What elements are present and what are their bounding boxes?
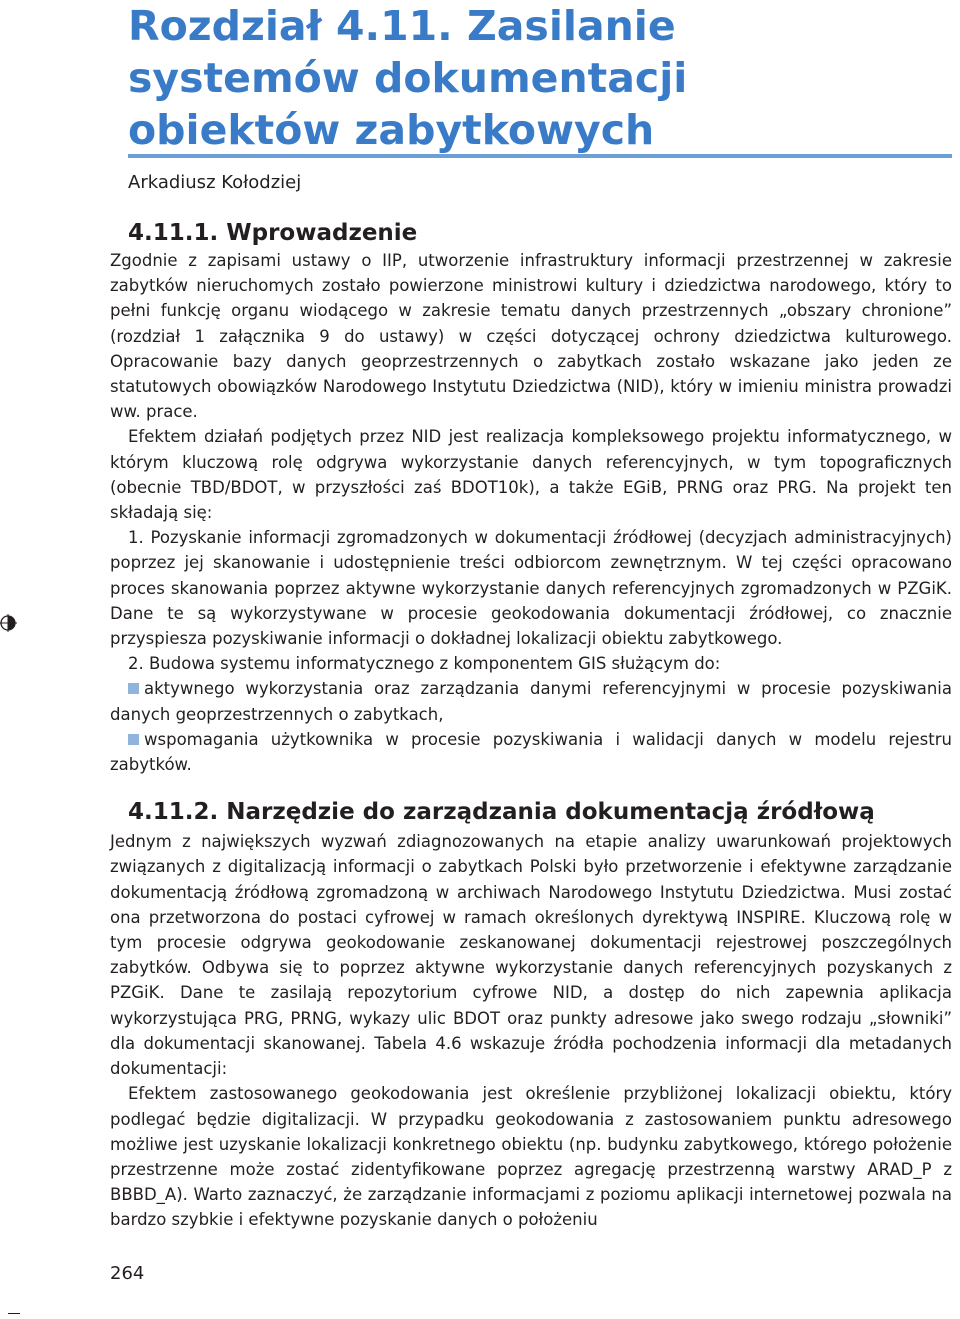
crop-mark bbox=[8, 1313, 20, 1314]
paragraph: Efektem zastosowanego geokodowania jest określenie przybliżonej lokalizacji obiektu, który podlegać będzie digitalizacji. W przypadku geokodowania z zastosowaniem punktu adresowego możliwe jest uzyskanie lokalizacji konkretnego obiektu (np. budynku zabytkowego, którego położenie przestrzenne może zostać zidentyfikowane poprzez agregację przestrzenną warstwy ARAD_P z BBBD_A). Warto zaznaczyć, że zarządzanie informacjami z poziomu aplikacji internetowej pozwala na bardzo szybkie i efektywne pozyskanie danych o położeniu bbox=[110, 1084, 952, 1230]
title-rule bbox=[128, 154, 952, 158]
author-name: Arkadiusz Kołodziej bbox=[128, 172, 302, 193]
numbered-item: 1. Pozyskanie informacji zgromadzonych w dokumentacji źródłowej (decyzjach administracyjnych) poprzez jej skanowanie i udostępnienie treści odbiorcom zewnętrznym. W tej części opracowano proces skanowania poprzez aktywne wykorzystanie danych referencyjnych zgromadzonych w PZGiK. Dane te są wykorzystywane w procesie geokodowania dokumentacji źródłowej, co znacznie przyspiesza pozyskiwanie informacji o dokładnej lokalizacji obiektu zabytkowego. bbox=[110, 528, 952, 649]
paragraph: Efektem działań podjętych przez NID jest realizacja kompleksowego projektu informatycznego, w którym kluczową rolę odgrywa wykorzystanie danych referencyjnych, w tym topograficznych (obecnie TBD/BDOT, w przyszłości zaś BDOT10k), a także EGiB, PRNG oraz PRG. Na projekt ten składają się: bbox=[110, 427, 952, 523]
body-text bbox=[110, 218, 952, 1233]
section-heading-source-documentation: 4.11.2. Narzędzie do zarządzania dokumentacją źródłową bbox=[128, 799, 875, 826]
square-bullet-icon bbox=[128, 734, 139, 745]
bullet-text: aktywnego wykorzystania oraz zarządzania danymi referencyjnymi w procesie pozyskiwania danych geoprzestrzennych o zabytkach, bbox=[110, 679, 952, 724]
paragraph: Jednym z największych wyzwań zdiagnozowanych na etapie analizy uwarunkowań projektowych związanych z digitalizacją informacji o zabytkach Polski było przetworzenie i efektywne zarządzanie dokumentacją źródłową zgromadzoną w archiwach Narodowego Instytutu Dziedzictwa. Musi zostać ona przetworzona do postaci cyfrowej w ramach określonych dyrektywą INSPIRE. Kluczową rolę w tym procesie odgrywa geokodowanie zeskanowanej dokumentacji rejestrowej poszczególnych zabytków. Odbywa się to poprzez aktywne wykorzystanie danych referencyjnych pozyskanych z PZGiK. Dane te zasilają repozytorium cyfrowe NID, a dostęp do nich zapewnia aplikacja wykorzystująca PRG, PRNG, wykazy ulic BDOT oraz punkty adresowe jako swego rodzaju „słowniki” dla dokumentacji skanowanej. Tabela 4.6 wskazuje źródła pochodzenia informacji dla metadanych dokumentacji: bbox=[110, 832, 952, 1079]
paragraph: Zgodnie z zapisami ustawy o IIP, utworzenie infrastruktury informacji przestrzennej w zakresie zabytków nieruchomych zostało powierzone ministrowi kultury i dziedzictwa narodowego, który to pełni funkcję organu wiodącego w zakresie tematu danych przestrzennych „obszary chronione” (rozdział 1 załącznika 9 do ustawy) w części dotyczącej ochrony dziedzictwa kulturowego. Opracowanie bazy danych geoprzestrzennych o zabytkach zostało wskazane jako jeden ze statutowych obowiązków Narodowego Instytutu Dziedzictwa (NID), który w imieniu ministra prowadzi ww. prace. bbox=[110, 251, 952, 422]
section-heading-introduction: 4.11.1. Wprowadzenie bbox=[128, 220, 418, 246]
chapter-title: Rozdział 4.11. Zasilanie systemów dokumentacji obiektów zabytkowych bbox=[128, 2, 688, 154]
registration-mark-icon bbox=[0, 612, 22, 634]
bullet-text: wspomagania użytkownika w procesie pozyskiwania i walidacji danych w modelu rejestru zabytków. bbox=[110, 729, 952, 775]
page-number: 264 bbox=[110, 1263, 145, 1284]
bullet-item bbox=[110, 727, 952, 777]
bullet-item bbox=[110, 676, 952, 726]
numbered-item: 2. Budowa systemu informatycznego z komponentem GIS służącym do: bbox=[128, 654, 721, 674]
square-bullet-icon bbox=[128, 683, 139, 694]
